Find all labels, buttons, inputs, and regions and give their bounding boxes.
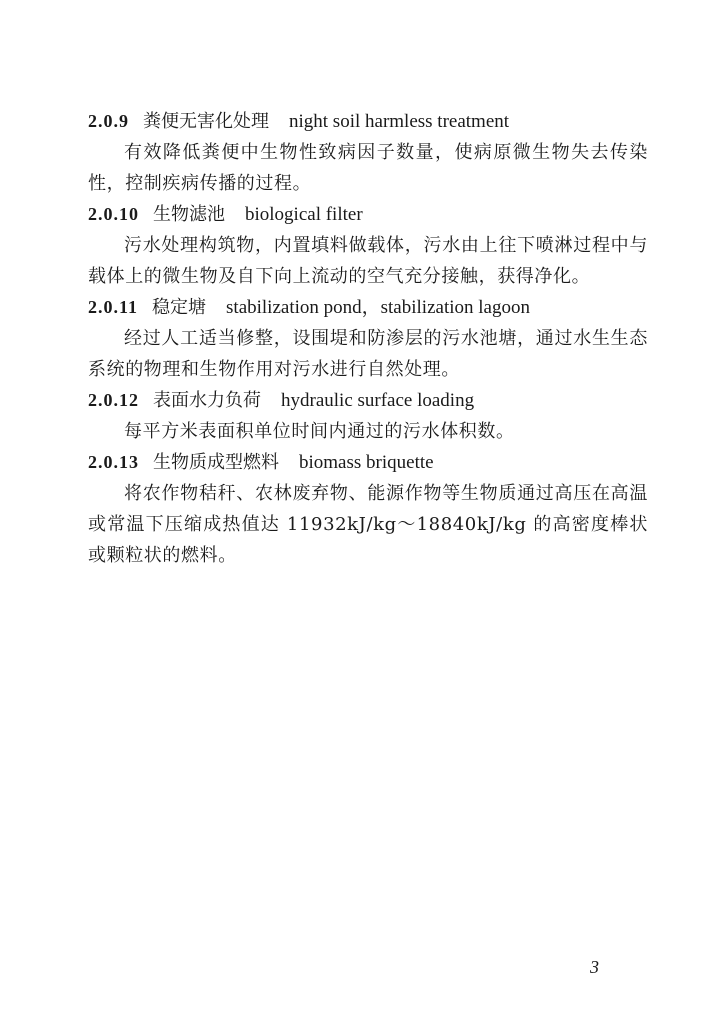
term-entry-2-0-9 (88, 106, 648, 199)
term-entry-2-0-10 (88, 199, 648, 292)
term-chinese: 粪便无害化处理 (143, 111, 269, 132)
page-number: 3 (590, 957, 599, 977)
term-definition: 将农作物秸秆、农林废弃物、能源作物等生物质通过高压在高温或常温下压缩成热值达 11932kJ/kg～18840kJ/kg 的高密度棒状或颗粒状的燃料。 (88, 483, 648, 566)
term-chinese: 生物滤池 (153, 204, 225, 225)
term-heading (88, 106, 648, 137)
term-definition: 每平方米表面积单位时间内通过的污水体积数。 (124, 421, 515, 442)
term-number: 2.0.9 (88, 111, 129, 131)
term-chinese: 稳定塘 (152, 297, 207, 318)
term-english: biological filter (245, 204, 363, 225)
term-english: hydraulic surface loading (281, 390, 475, 411)
document-body (88, 106, 648, 571)
term-heading (88, 447, 648, 478)
term-definition: 经过人工适当修整，设围堤和防渗层的污水池塘，通过水生生态系统的物理和生物作用对污水进行自然处理。 (88, 328, 648, 380)
term-chinese: 生物质成型燃料 (153, 452, 279, 473)
term-definition: 污水处理构筑物，内置填料做载体，污水由上往下喷淋过程中与载体上的微生物及自下向上流动的空气充分接触，获得净化。 (88, 235, 648, 287)
term-entry-2-0-12 (88, 385, 648, 447)
term-number: 2.0.10 (88, 204, 139, 224)
term-entry-2-0-11 (88, 292, 648, 385)
term-heading (88, 292, 648, 323)
term-number: 2.0.12 (88, 390, 139, 410)
term-entry-2-0-13 (88, 447, 648, 571)
term-english: stabilization pond，stabilization lagoon (226, 297, 530, 318)
term-heading (88, 385, 648, 416)
term-heading (88, 199, 648, 230)
term-chinese: 表面水力负荷 (153, 390, 261, 411)
term-english: biomass briquette (299, 452, 434, 473)
term-number: 2.0.11 (88, 297, 139, 317)
term-number: 2.0.13 (88, 452, 139, 472)
term-english: night soil harmless treatment (289, 111, 510, 132)
term-definition: 有效降低粪便中生物性致病因子数量，使病原微生物失去传染性，控制疾病传播的过程。 (88, 142, 648, 194)
